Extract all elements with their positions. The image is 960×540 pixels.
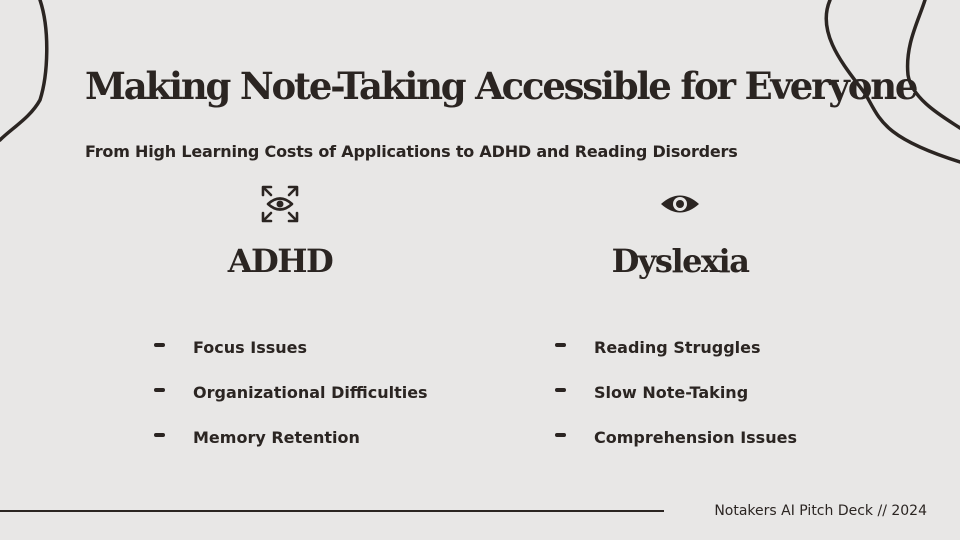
dash-icon (154, 343, 165, 347)
eye-icon (660, 189, 700, 219)
list-item-label: Memory Retention (193, 428, 360, 447)
dash-icon (154, 433, 165, 437)
dash-icon (555, 343, 566, 347)
dash-icon (555, 388, 566, 392)
footer-divider (0, 510, 664, 512)
left-swoosh-line (0, 0, 47, 140)
slide-subtitle: From High Learning Costs of Applications to ADHD and Reading Disorders (85, 142, 738, 161)
list-item (154, 426, 428, 471)
list-item (154, 381, 428, 426)
adhd-heading: ADHD (227, 242, 333, 280)
dash-icon (555, 433, 566, 437)
list-item-label: Reading Struggles (594, 338, 761, 357)
list-item (154, 336, 428, 381)
list-item (555, 336, 797, 381)
list-item-label: Slow Note-Taking (594, 383, 749, 402)
dyslexia-bullet-list (555, 336, 797, 471)
list-item (555, 426, 797, 471)
adhd-bullet-list (154, 336, 428, 471)
focus-eye-icon (260, 184, 300, 224)
list-item (555, 381, 797, 426)
list-item-label: Focus Issues (193, 338, 308, 357)
footer-text: Notakers AI Pitch Deck // 2024 (714, 503, 927, 519)
list-item-label: Organizational Difficulties (193, 383, 428, 402)
dash-icon (154, 388, 165, 392)
list-item-label: Comprehension Issues (594, 428, 797, 447)
slide-title: Making Note-Taking Accessible for Everyone (85, 64, 917, 108)
dyslexia-heading: Dyslexia (611, 242, 749, 280)
